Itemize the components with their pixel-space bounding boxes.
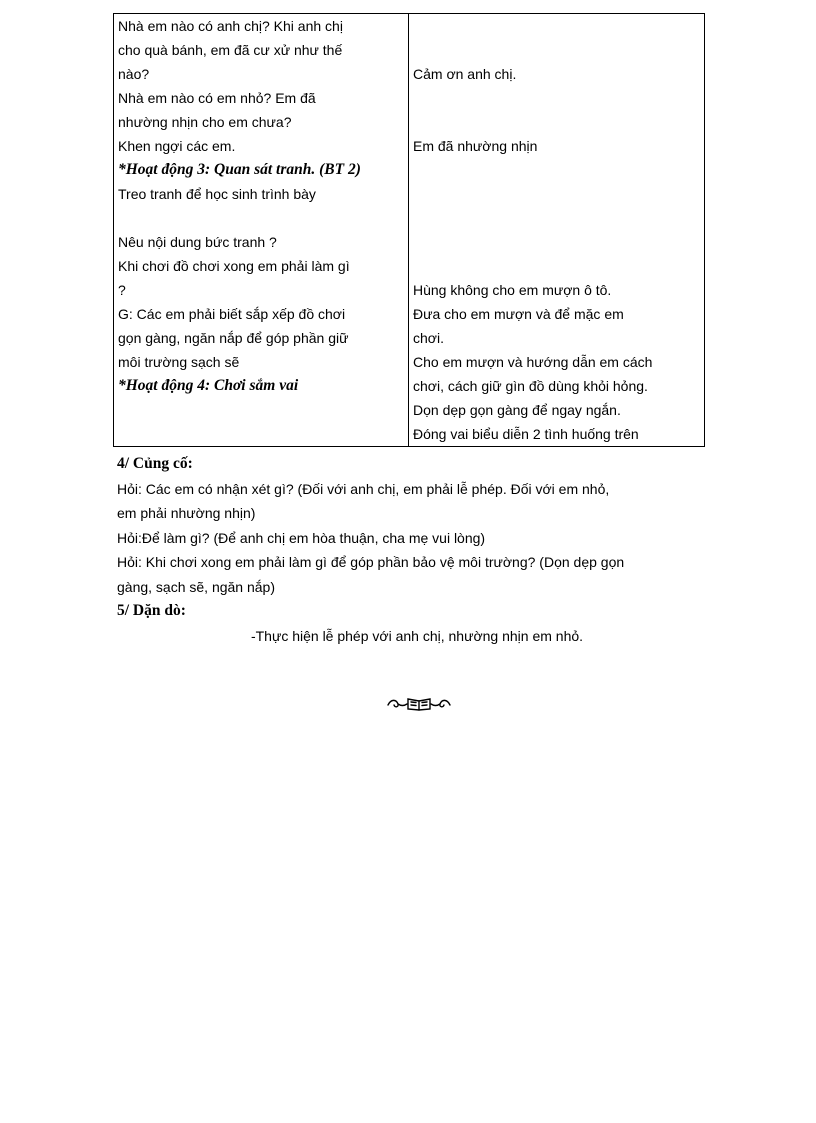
table-text-line: Cho em mượn và hướng dẫn em cách — [413, 354, 653, 370]
table-text-line: chơi. — [413, 330, 444, 346]
blank-line — [413, 158, 700, 182]
open-book-flourish-icon — [386, 696, 452, 712]
table-text-line: nào? — [118, 66, 150, 82]
table-text-line: Cảm ơn anh chị. — [413, 66, 517, 82]
blank-line — [413, 110, 700, 134]
table-text-line: Khi chơi đồ chơi xong em phải làm gì — [118, 258, 350, 274]
blank-line — [413, 254, 700, 278]
table-text-line: cho quà bánh, em đã cư xử như thế — [118, 42, 343, 58]
blank-line — [413, 86, 700, 110]
table-text-line: Nêu nội dung bức tranh ? — [118, 234, 277, 250]
table-row — [114, 14, 705, 447]
student-activities-cell — [409, 14, 705, 447]
table-text-line: Đưa cho em mượn và để mặc em — [413, 306, 624, 322]
teacher-activities-cell — [114, 14, 409, 447]
table-text-line: G: Các em phải biết sắp xếp đồ chơi — [118, 306, 346, 322]
table-text-line: môi trường sạch sẽ — [118, 354, 240, 370]
table-text-line: ? — [118, 282, 126, 298]
blank-line — [413, 230, 700, 254]
activity-heading: *Hoạt động 4: Chơi sắm vai — [118, 377, 299, 394]
section-5-heading: 5/ Dặn dò: — [117, 602, 186, 619]
section-4-line: gàng, sạch sẽ, ngăn nắp) — [117, 578, 276, 595]
table-text-line: Khen ngợi các em. — [118, 138, 236, 154]
table-text-line: chơi, cách giữ gìn đồ dùng khỏi hỏng. — [413, 378, 648, 394]
blank-line — [413, 14, 700, 38]
table-text-line: nhường nhịn cho em chưa? — [118, 114, 292, 130]
section-4-line: Hỏi: Khi chơi xong em phải làm gì để góp phần bảo vệ môi trường? (Dọn dẹp gọn — [117, 554, 625, 570]
section-5-line: -Thực hiện lễ phép với anh chị, nhường nhịn em nhỏ. — [250, 627, 584, 644]
activity-heading: *Hoạt động 3: Quan sát tranh. (BT 2) — [118, 161, 361, 178]
table-text-line: Dọn dẹp gọn gàng để ngay ngắn. — [413, 402, 621, 418]
blank-line — [413, 38, 700, 62]
table-text-line: Đóng vai biểu diễn 2 tình huống trên — [413, 426, 639, 442]
section-4-line: Hỏi: Các em có nhận xét gì? (Đối với anh chị, em phải lễ phép. Đối với em nhỏ, — [117, 480, 610, 497]
table-text-line: Hùng không cho em mượn ô tô. — [413, 282, 612, 298]
blank-line — [413, 182, 700, 206]
section-4-heading: 4/ Củng cố: — [117, 455, 193, 472]
lesson-body — [117, 452, 717, 648]
section-4-line: Hỏi:Để làm gì? (Để anh chị em hòa thuận, cha mẹ vui lòng) — [117, 529, 486, 546]
section-4-line: em phải nhường nhịn) — [117, 505, 256, 521]
table-text-line: Nhà em nào có anh chị? Khi anh chị — [118, 18, 343, 34]
table-text-line: gọn gàng, ngăn nắp để góp phần giữ — [118, 330, 349, 346]
table-text-line: Nhà em nào có em nhỏ? Em đã — [118, 90, 316, 106]
blank-line — [118, 206, 404, 230]
table-text-line: Em đã nhường nhịn — [413, 138, 538, 154]
table-text-line: Treo tranh để học sinh trình bày — [118, 186, 316, 202]
blank-line — [413, 206, 700, 230]
lesson-table — [113, 13, 705, 447]
